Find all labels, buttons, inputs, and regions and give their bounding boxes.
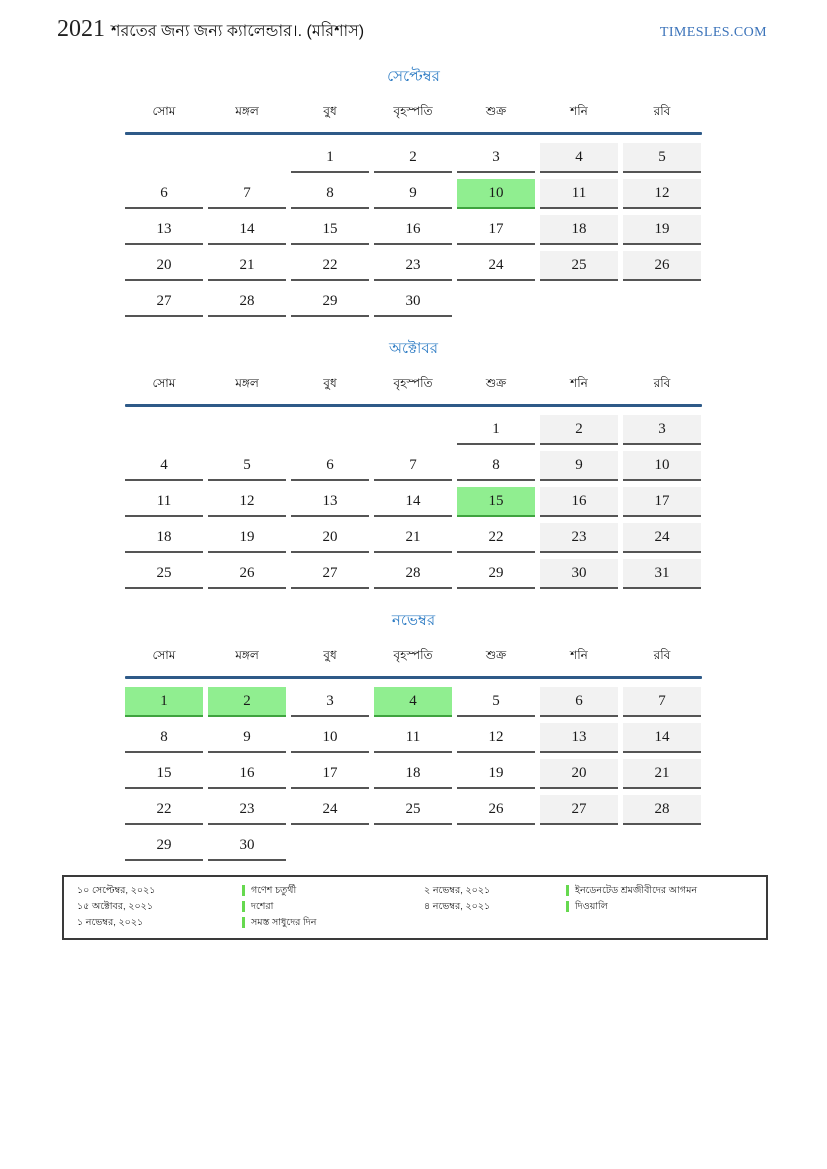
header-rule [125,404,702,407]
day-cell: 12 [457,723,535,753]
legend-event-text: গণেশ চতুর্থী [251,885,297,896]
day-cell: 21 [374,523,452,553]
legend-marker [566,885,569,896]
day-cell: 29 [125,831,203,861]
weekday-header: বুধ [323,648,337,662]
legend-group-1 [77,884,424,929]
legend-date: ২ নভেম্বর, ২০২১ [424,885,491,896]
week-row [125,759,702,789]
day-cell: 31 [623,559,701,589]
day-cell: 2 [540,415,618,445]
day-cell: 13 [125,215,203,245]
weekday-header: সোম [152,376,176,390]
day-cell: 19 [457,759,535,789]
day-cell-empty [208,143,286,173]
day-cell: 17 [457,215,535,245]
day-cell: 23 [374,251,452,281]
day-cell: 24 [457,251,535,281]
weekday-header: সোম [152,104,176,118]
day-cell: 15 [291,215,369,245]
day-cell: 14 [208,215,286,245]
day-cell: 15 [125,759,203,789]
day-cell: 2 [208,687,286,717]
month-grid [125,143,702,317]
day-cell-empty [291,415,369,445]
year-label: 2021 [57,16,105,42]
weekday-header-row [125,647,702,667]
day-cell: 17 [291,759,369,789]
legend-event [242,916,424,929]
day-cell: 27 [540,795,618,825]
day-cell: 20 [125,251,203,281]
day-cell: 23 [540,523,618,553]
day-cell: 12 [623,179,701,209]
day-cell-empty [457,287,535,317]
day-cell: 19 [623,215,701,245]
day-cell: 1 [291,143,369,173]
day-cell: 16 [374,215,452,245]
day-cell: 10 [457,179,535,209]
day-cell: 3 [623,415,701,445]
day-cell: 22 [457,523,535,553]
day-cell: 9 [374,179,452,209]
day-cell: 4 [125,451,203,481]
legend-event-text: সমস্ত সাধুদের দিন [251,917,317,928]
page-header [0,0,827,45]
day-cell: 28 [374,559,452,589]
day-cell: 1 [457,415,535,445]
day-cell: 16 [208,759,286,789]
week-row [125,143,702,173]
day-cell: 5 [208,451,286,481]
day-cell: 25 [540,251,618,281]
day-cell: 13 [291,487,369,517]
day-cell: 8 [457,451,535,481]
legend-event-text: দিওয়ালি [575,901,608,912]
legend-marker [242,885,245,896]
day-cell: 12 [208,487,286,517]
weekday-header: রবি [653,648,671,662]
weekday-header: বৃহস্পতি [393,104,433,118]
day-cell: 26 [457,795,535,825]
day-cell-empty [374,415,452,445]
weekday-header: বৃহস্পতি [393,648,433,662]
day-cell: 14 [623,723,701,753]
day-cell-empty [208,415,286,445]
day-cell: 30 [208,831,286,861]
day-cell: 1 [125,687,203,717]
legend-event [242,884,424,897]
day-cell: 6 [291,451,369,481]
day-cell: 11 [374,723,452,753]
day-cell: 7 [374,451,452,481]
day-cell: 29 [291,287,369,317]
weekday-header-row [125,103,702,123]
day-cell-empty [540,287,618,317]
day-cell: 8 [125,723,203,753]
day-cell-empty [623,831,701,861]
day-cell: 26 [623,251,701,281]
day-cell: 8 [291,179,369,209]
day-cell-empty [623,287,701,317]
month-1 [125,67,702,317]
day-cell: 30 [374,287,452,317]
legend-event-text: ইনডেনটেড শ্রমজীবীদের আগমন [575,885,698,896]
page-title [57,16,364,45]
week-row [125,795,702,825]
day-cell: 18 [374,759,452,789]
weekday-header: বৃহস্পতি [393,376,433,390]
legend-event [242,900,424,913]
day-cell: 18 [125,523,203,553]
week-row [125,287,702,317]
day-cell: 26 [208,559,286,589]
day-cell: 17 [623,487,701,517]
day-cell: 7 [208,179,286,209]
day-cell: 27 [125,287,203,317]
month-title: নভেম্বর [391,612,436,629]
week-row [125,523,702,553]
week-row [125,415,702,445]
day-cell-empty [540,831,618,861]
weekday-header: শুক্র [485,104,507,118]
day-cell: 23 [208,795,286,825]
legend-event-text: দশেরা [251,901,274,912]
day-cell: 25 [125,559,203,589]
week-row [125,451,702,481]
legend-date: ১৫ অক্টোবর, ২০২১ [77,901,153,912]
day-cell: 9 [208,723,286,753]
weekday-header: শনি [570,376,588,390]
day-cell-empty [457,831,535,861]
day-cell: 10 [623,451,701,481]
day-cell: 24 [291,795,369,825]
week-row [125,723,702,753]
weekday-header: মঙ্গল [235,376,259,390]
month-grid [125,687,702,861]
day-cell: 5 [623,143,701,173]
week-row [125,687,702,717]
weekday-header: বুধ [323,104,337,118]
weekday-header: বুধ [323,376,337,390]
month-title: সেপ্টেম্বর [387,68,440,85]
day-cell: 28 [623,795,701,825]
day-cell: 9 [540,451,618,481]
weekday-header: শুক্র [485,648,507,662]
weekday-header: মঙ্গল [235,648,259,662]
legend-marker [566,901,569,912]
day-cell: 24 [623,523,701,553]
day-cell: 25 [374,795,452,825]
day-cell: 4 [374,687,452,717]
legend-group-2 [424,884,756,929]
day-cell-empty [125,415,203,445]
day-cell-empty [125,143,203,173]
day-cell: 13 [540,723,618,753]
legend-date: ১ নভেম্বর, ২০২১ [77,917,144,928]
day-cell: 22 [291,251,369,281]
week-row [125,487,702,517]
week-row [125,831,702,861]
day-cell: 6 [540,687,618,717]
weekday-header-row [125,375,702,395]
weekday-header: শনি [570,104,588,118]
day-cell: 18 [540,215,618,245]
week-row [125,559,702,589]
day-cell: 27 [291,559,369,589]
header-rule [125,132,702,135]
month-3 [125,611,702,861]
holiday-legend [62,875,768,940]
day-cell: 19 [208,523,286,553]
day-cell: 28 [208,287,286,317]
day-cell: 10 [291,723,369,753]
month-2 [125,339,702,589]
months-container [0,67,827,861]
weekday-header: মঙ্গল [235,104,259,118]
day-cell: 16 [540,487,618,517]
weekday-header: রবি [653,104,671,118]
day-cell: 3 [291,687,369,717]
day-cell: 2 [374,143,452,173]
legend-event [566,900,756,913]
weekday-header: সোম [152,648,176,662]
legend-date: ৪ নভেম্বর, ২০২১ [424,901,491,912]
day-cell: 11 [125,487,203,517]
legend-marker [242,901,245,912]
header-rule [125,676,702,679]
day-cell: 6 [125,179,203,209]
day-cell-empty [291,831,369,861]
site-link[interactable]: TIMESLES.COM [659,25,767,40]
day-cell-empty [374,831,452,861]
month-title: অক্টোবর [388,340,439,357]
day-cell: 4 [540,143,618,173]
week-row [125,251,702,281]
day-cell: 11 [540,179,618,209]
page-title-text: শরতের জন্য জন্য ক্যালেন্ডার।. (মরিশাস) [111,23,365,40]
day-cell: 5 [457,687,535,717]
weekday-header: শনি [570,648,588,662]
week-row [125,179,702,209]
day-cell: 15 [457,487,535,517]
day-cell: 3 [457,143,535,173]
week-row [125,215,702,245]
month-grid [125,415,702,589]
day-cell: 21 [623,759,701,789]
day-cell: 30 [540,559,618,589]
day-cell: 22 [125,795,203,825]
legend-date: ১০ সেপ্টেম্বর, ২০২১ [77,885,156,896]
weekday-header: রবি [653,376,671,390]
weekday-header: শুক্র [485,376,507,390]
day-cell: 20 [540,759,618,789]
day-cell: 14 [374,487,452,517]
day-cell: 21 [208,251,286,281]
day-cell: 20 [291,523,369,553]
day-cell: 29 [457,559,535,589]
legend-event [566,884,756,897]
day-cell: 7 [623,687,701,717]
legend-marker [242,917,245,928]
